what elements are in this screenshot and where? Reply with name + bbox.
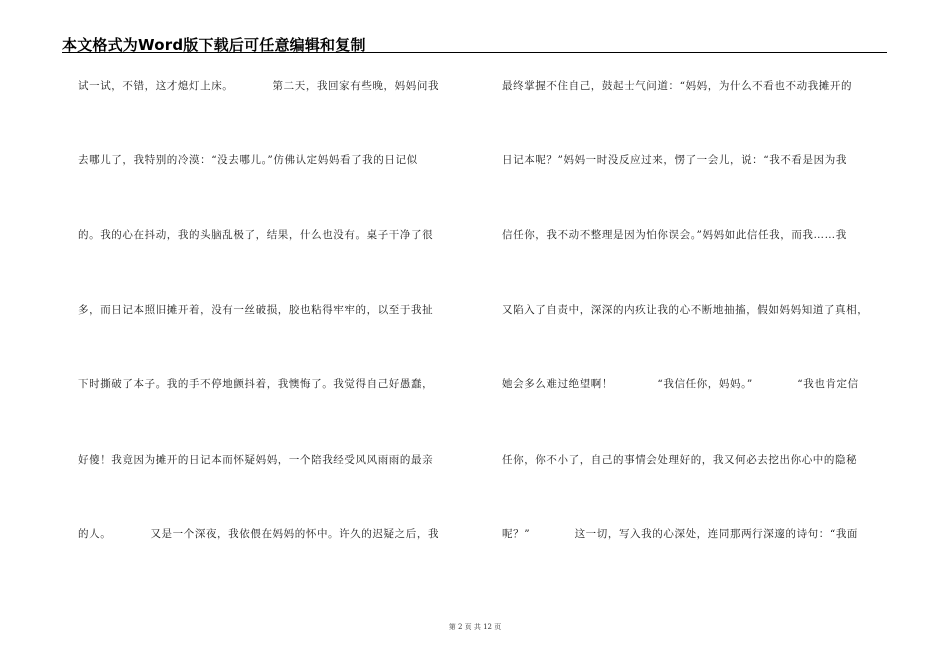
text-line: 去哪儿了，我特别的冷漠：“没去哪儿。”仿佛认定妈妈看了我的日记似 xyxy=(78,154,418,166)
text-line: 她会多么难过绝望啊！ “我信任你，妈妈。” “我也肯定信 xyxy=(502,378,859,390)
page-number-footer: 第 2 页 共 12 页 xyxy=(448,623,502,631)
text-line: 任你，你不小了，自己的事情会处理好的，我又何必去挖出你心中的隐秘 xyxy=(502,454,858,466)
text-line: 最终掌握不住自己，鼓起士气问道：“妈妈，为什么不看也不动我摊开的 xyxy=(502,80,853,92)
text-line: 信任你，我不动不整理是因为怕你误会。”妈妈如此信任我，而我……我 xyxy=(502,229,847,241)
text-line: 又陷入了自责中，深深的内疚让我的心不断地抽搐，假如妈妈知道了真相， xyxy=(502,304,869,316)
document-header-title: 本文格式为Word版下载后可任意编辑和复制 xyxy=(62,36,366,54)
text-line: 日记本呢？”妈妈一时没反应过来，愣了一会儿，说：“我不看是因为我 xyxy=(502,154,847,166)
text-line: 的。我的心在抖动，我的头脑乱极了，结果，什么也没有。桌子干净了很 xyxy=(78,229,434,241)
text-line: 呢？” 这一切，写入我的心深处，连同那两行深邃的诗句：“我面 xyxy=(502,528,859,540)
text-line: 试一试，不错，这才熄灯上床。 第二天，我回家有些晚，妈妈问我 xyxy=(78,80,440,92)
text-line: 的人。 又是一个深夜，我依偎在妈妈的怀中。许久的迟疑之后，我 xyxy=(78,528,440,540)
text-line: 多，而日记本照旧摊开着，没有一丝破损，胶也粘得牢牢的，以至于我扯 xyxy=(78,304,434,316)
header-divider xyxy=(62,52,887,53)
text-line: 下时撕破了本子。我的手不停地颤抖着，我懊悔了。我觉得自己好愚蠢， xyxy=(78,378,434,390)
text-line: 好傻！我竟因为摊开的日记本而怀疑妈妈，一个陪我经受风风雨雨的最亲 xyxy=(78,454,434,466)
